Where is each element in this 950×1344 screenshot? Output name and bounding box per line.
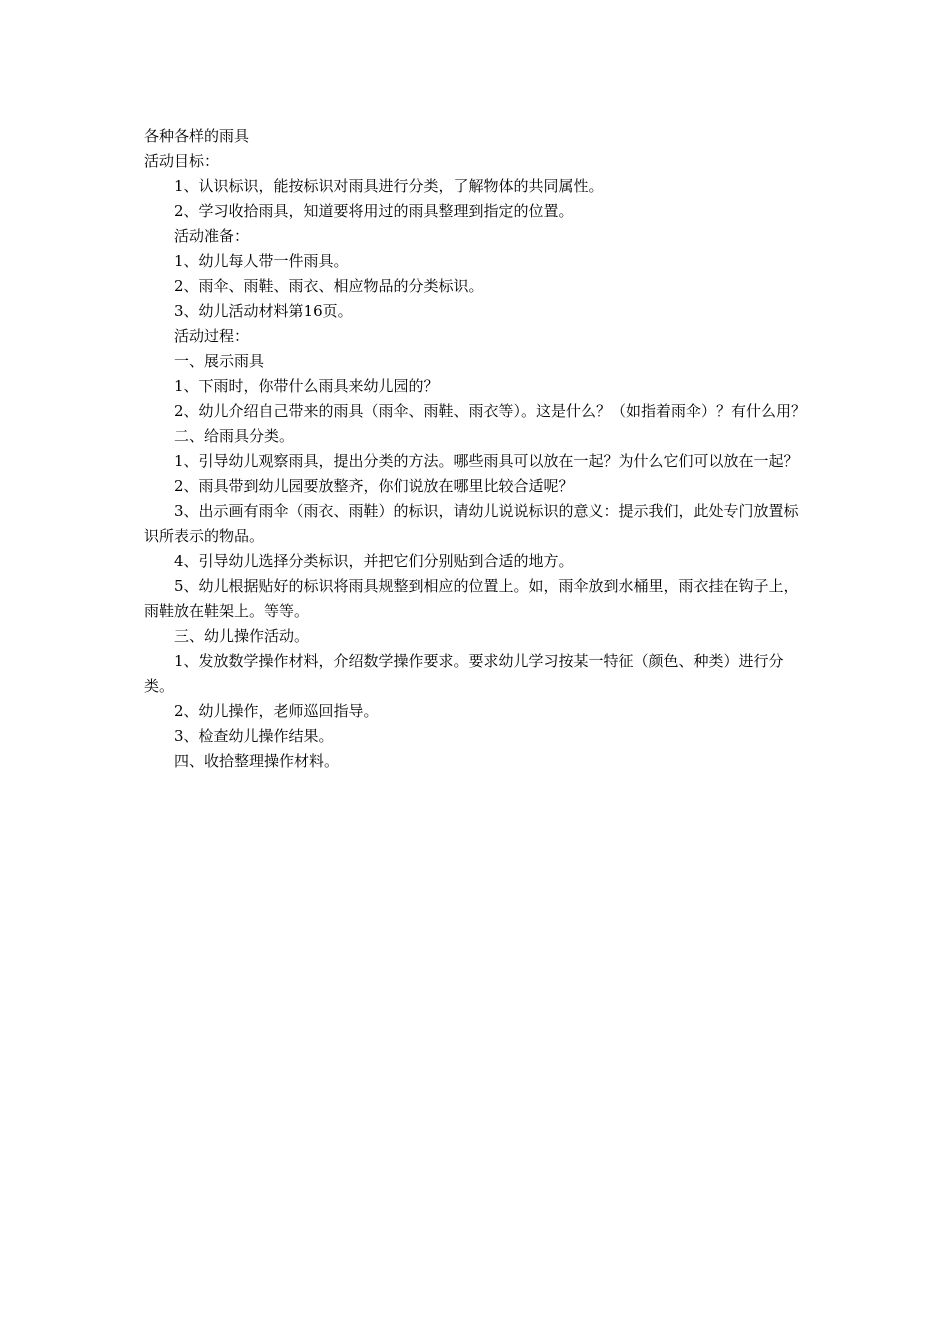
paragraph: 2、学习收拾雨具，知道要将用过的雨具整理到指定的位置。 [174, 202, 574, 220]
paragraph: 一、展示雨具 [174, 352, 265, 370]
paragraph-list [144, 174, 807, 774]
paragraph: 4、引导幼儿选择分类标识，并把它们分别贴到合适的地方。 [174, 552, 574, 570]
paragraph: 2、幼儿操作，老师巡回指导。 [174, 702, 379, 720]
paragraph: 2、雨伞、雨鞋、雨衣、相应物品的分类标识。 [174, 277, 484, 295]
paragraph: 3、检查幼儿操作结果。 [174, 727, 334, 745]
paragraph: 2、雨具带到幼儿园要放整齐，你们说放在哪里比较合适呢？ [174, 477, 574, 495]
goals-heading: 活动目标： [144, 152, 220, 170]
document-page [144, 124, 807, 774]
paragraph: 3、幼儿活动材料第16页。 [174, 302, 353, 320]
paragraph: 活动准备： [174, 227, 250, 245]
paragraph: 1、发放数学操作材料，介绍数学操作要求。要求幼儿学习按某一特征（颜色、种类）进行分类。 [144, 652, 784, 695]
paragraph: 2、幼儿介绍自己带来的雨具（雨伞、雨鞋、雨衣等）。这是什么？（如指着雨伞）？有什么用？ [174, 402, 807, 420]
paragraph: 1、认识标识，能按标识对雨具进行分类，了解物体的共同属性。 [174, 177, 604, 195]
paragraph: 3、出示画有雨伞（雨衣、雨鞋）的标识，请幼儿说说标识的意义：提示我们，此处专门放置标识所表示的物品。 [144, 502, 799, 545]
paragraph: 活动过程： [174, 327, 250, 345]
paragraph: 1、下雨时，你带什么雨具来幼儿园的？ [174, 377, 439, 395]
paragraph: 5、幼儿根据贴好的标识将雨具规整到相应的位置上。如，雨伞放到水桶里，雨衣挂在钩子上，雨鞋放在鞋架上。等等。 [144, 577, 799, 620]
paragraph: 1、引导幼儿观察雨具，提出分类的方法。哪些雨具可以放在一起？为什么它们可以放在一起？ [174, 452, 799, 470]
paragraph: 三、幼儿操作活动。 [174, 627, 310, 645]
paragraph: 四、收拾整理操作材料。 [174, 752, 340, 770]
paragraph: 1、幼儿每人带一件雨具。 [174, 252, 349, 270]
document-title: 各种各样的雨具 [144, 127, 250, 145]
paragraph: 二、给雨具分类。 [174, 427, 295, 445]
